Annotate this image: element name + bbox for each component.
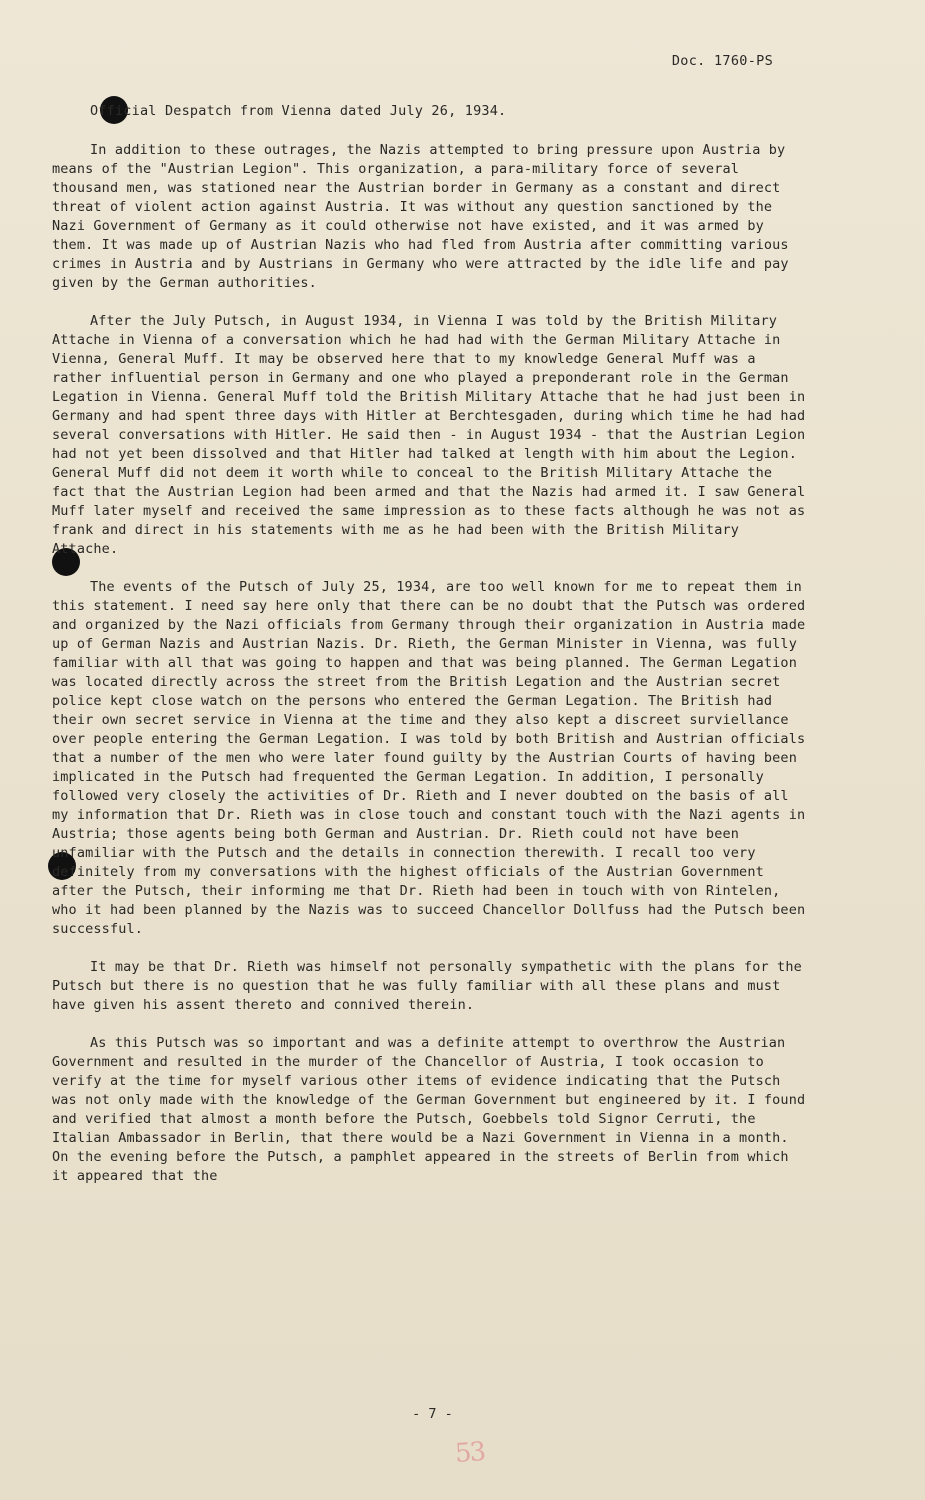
paragraph-general-muff: After the July Putsch, in August 1934, in Vienna I was told by the British Military Attache in Vienna of a conversation which he had had with the German Military Attache in Vienna, General Muff. It may be observed here that to my knowledge General Muff was a rather influential person in Germany and one who played a preponderant role in the German Legation in Vienna. General Muff told the British Military Attache that he had just been in Germany and had spent three days with Hitler at Berchtesgaden, during which time he had had several conversations with Hitler. He said then - in August 1934 - that the Austrian Legion had not yet been dissolved and that Hitler had talked at length with him about the Legion. General Muff did not deem it worth while to conceal to the British Military Attache the fact that the Austrian Legion had been armed and that the Nazis had armed it. I saw General Muff later myself and received the same impression as to these facts although he was not as frank and direct in his statements with me as he had been with the British Military Attache. <box>52 313 814 557</box>
document-number: Doc. 1760-PS <box>671 53 773 69</box>
document-body <box>52 141 812 1205</box>
paragraph-putsch-events: The events of the Putsch of July 25, 1934, are too well known for me to repeat them in this statement. I need say here only that there can be no doubt that the Putsch was ordered and organized by the Nazi officials from Germany through their organization in Austria made up of German Nazis and Austrian Nazis. Dr. Rieth, the German Minister in Vienna, was fully familiar with all that was going to happen and that was being planned. The German Legation was located directly across the street from the British Legation and the Austrian secret police kept close watch on the persons who entered the German Legation. The British had their own secret service in Vienna at the time and they also kept a discreet surviellance over people entering the German Legation. I was told by both British and Austrian officials that a number of the men who were later found guilty by the Austrian Courts of having been implicated in the Putsch had frequented the German Legation. In addition, I personally followed very closely the activities of Dr. Rieth and I never doubted on the basis of all my information that Dr. Rieth was in close touch and constant touch with the Nazi agents in Austria; those agents being both German and Austrian. Dr. Rieth could not have been unfamiliar with the Putsch and the details in connection therewith. I recall too very definitely from my conversations with the highest officials of the Austrian Government after the Putsch, their informing me that Dr. Rieth had been in touch with von Rintelen, who it had been planned by the Nazis was to succeed Chancellor Dollfuss had the Putsch been successful. <box>52 579 814 937</box>
paragraph-rieth-assent: It may be that Dr. Rieth was himself not personally sympathetic with the plans for the Putsch but there is no question that he was fully familiar with all these plans and must have given his assent thereto and connived therein. <box>52 959 811 1013</box>
document-heading: Official Despatch from Vienna dated July 26, 1934. <box>90 103 507 119</box>
page-number: - 7 - <box>412 1406 453 1422</box>
paragraph-evidence: As this Putsch was so important and was a definite attempt to overthrow the Austrian Government and resulted in the murder of the Chancellor of Austria, I took occasion to verify at the time for myself various other items of evidence indicating that the Putsch was not only made with the knowledge of the German Government but engineered by it. I found and verified that almost a month before the Putsch, Goebbels told Signor Cerruti, the Italian Ambassador in Berlin, that there would be a Nazi Government in Vienna in a month. On the evening before the Putsch, a pamphlet appeared in the streets of Berlin from which it appeared that the <box>52 1035 814 1184</box>
paragraph-austrian-legion: In addition to these outrages, the Nazis attempted to bring pressure upon Austria by means of the "Austrian Legion". This organization, a para-military force of several thousand men, was stationed near the Austrian border in Germany as a constant and direct threat of violent action against Austria. It was without any question sanctioned by the Nazi Government of Germany as it could otherwise not have existed, and it was armed by them. It was made up of Austrian Nazis who had fled from Austria after committing various crimes in Austria and by Austrians in Germany who were attracted by the idle life and pay given by the German authorities. <box>52 142 797 291</box>
handwritten-mark: 53 <box>453 1437 486 1469</box>
